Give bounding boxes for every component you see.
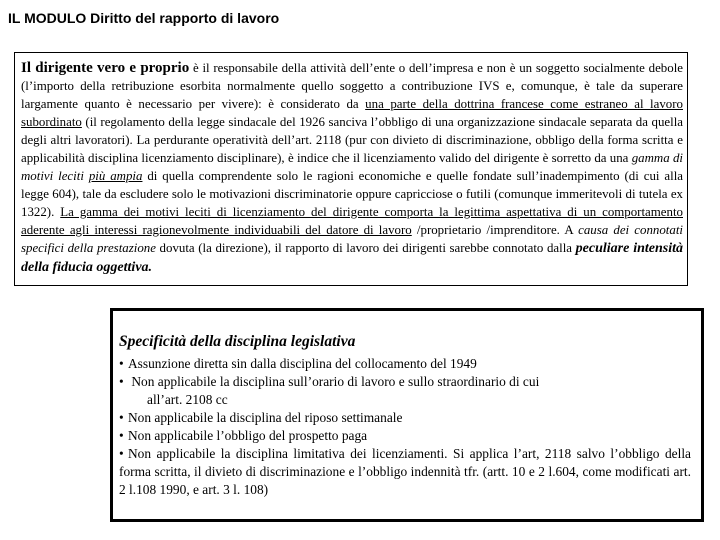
bullet-icon: •: [119, 428, 124, 443]
definition-bold-italic-1: peculiare intensità della fiducia oggettiva.: [21, 241, 683, 275]
list-item-text: Assunzione diretta sin dalla disciplina del collocamento del 1949: [128, 356, 477, 371]
list-item-text: Non applicabile la disciplina sull’orario di lavoro e sullo straordinario di cui: [128, 374, 540, 389]
definition-text-1: è il responsabile della attività dell’ente o dell’impresa e non è un soggetto socialmente debole (l’importo della retribuzione esorbita normalmente quello soggetto a contribuzione IVS e, comunque, è tale da superare largamente quanto è necessario per vivere): è considerato da: [21, 61, 683, 111]
specificity-title: Specificità della disciplina legislativa: [119, 333, 356, 350]
page-title: IL MODULO Diritto del rapporto di lavoro: [8, 10, 280, 26]
definition-text-4: di quella comprendente solo le ragioni economiche e quelle fondate sull’inadempimento (di cui alla legge 604), tale da escludere solo le motivazioni discriminatorie oppure capricciose o futili (comunque immeritevoli di tutela ex 1322).: [21, 169, 684, 219]
definition-text-2: (il regolamento della legge sindacale del 1926 sanciva l’obbligo di una organizzazione sindacale separata da quella degli altri lavoratori). La perdurante operatività dell’art. 2118 (pur con divieto di discriminazione, obbligo della forma scritta e applicabilità disciplina licenziamento disciplinare), è indice che il licenziamento valido del dirigente è sorretto da una: [21, 115, 683, 165]
list-item: [119, 373, 691, 391]
list-item: [119, 427, 691, 445]
list-item-text: Non applicabile la disciplina limitativa dei licenziamenti. Si applica l’art, 2118 salvo l’obbligo della forma scritta, il divieto di discriminazione e l’obbligo indennità tfr. (artt. 10 e 2 l.604, come modificati art. 2 l.108 1990, e art. 3 l. 108): [119, 446, 691, 497]
definition-italic-2: causa dei connotati specifici della prestazione: [21, 223, 684, 255]
definition-italic-underline-1: più ampia: [88, 169, 143, 183]
bullet-icon: •: [119, 374, 124, 389]
list-item-text: Non applicabile l’obbligo del prospetto paga: [128, 428, 368, 443]
list-item: [119, 355, 691, 373]
definition-lead: Il dirigente vero e proprio: [21, 60, 190, 76]
bullet-icon: •: [119, 410, 124, 425]
definition-box: [14, 52, 688, 286]
definition-text-6: dovuta (la direzione), il rapporto di lavoro dei dirigenti sarebbe connotato dalla: [155, 241, 576, 255]
definition-underline-1: una parte della dottrina francese come estraneo al lavoro subordinato: [21, 97, 683, 129]
list-item-text: Non applicabile la disciplina del riposo settimanale: [128, 410, 403, 425]
bullet-icon: •: [119, 356, 124, 371]
definition-text-5: /proprietario /imprenditore. A: [411, 223, 579, 237]
definition-italic-1: gamma di motivi leciti: [21, 151, 683, 183]
bullet-icon: •: [119, 446, 124, 461]
list-item: [119, 445, 691, 499]
specificity-box: [110, 308, 704, 522]
list-item: [119, 409, 691, 427]
list-item-continuation: all’art. 2108 cc: [147, 392, 228, 407]
definition-underline-2: La gamma dei motivi leciti di licenziamento del dirigente comporta la legittima aspettativa di un comportamento aderente agli interessi ragionevolmente individuabili del datore di lavoro: [21, 205, 683, 237]
